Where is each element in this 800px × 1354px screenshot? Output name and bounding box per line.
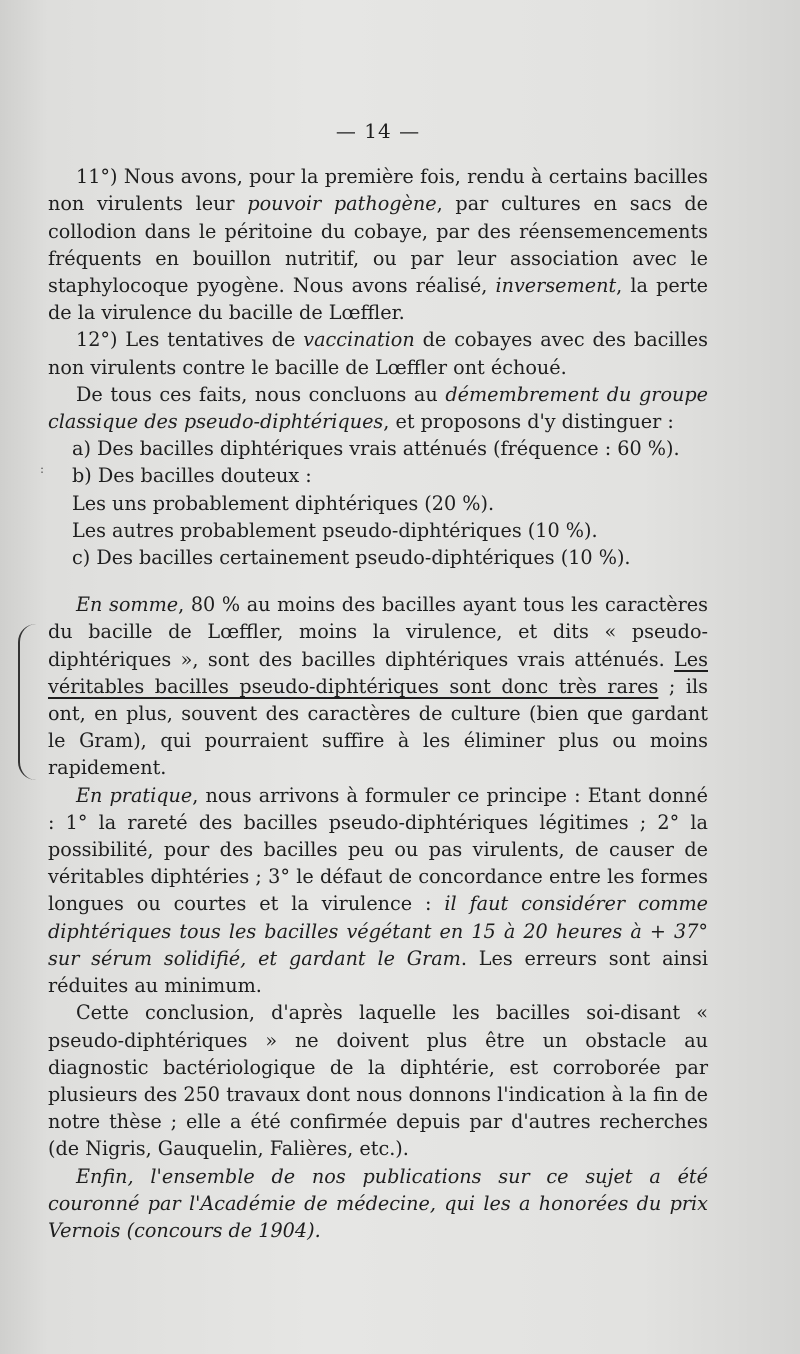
paragraph-en-pratique: En pratique, nous arrivons à formuler ce principe : Etant donné : 1° la rareté des bacilles pseudo-diphtériques légitimes ; 2° la possibilité, pour des bacilles peu ou pas virulents, de causer de véritables diphtéries ; 3° le défaut de concordance entre les formes longues ou courtes et la virulence : il faut considérer comme diphtériques tous les bacilles végétant en 15 à 20 heures à + 37° sur sérum solidifié, et gardant le Gram. Les erreurs sont ainsi réduites au minimum. xyxy=(48,783,709,998)
list-item-a: a) Des bacilles diphtériques vrais atténués (fréquence : 60 %). xyxy=(72,437,680,461)
text-column xyxy=(48,118,708,1244)
margin-tick-mark: : xyxy=(40,462,45,476)
list-item-c: c) Des bacilles certainement pseudo-diphtériques (10 %). xyxy=(72,546,631,570)
paragraph-12: 12°) Les tentatives de vaccination de cobayes avec des bacilles non virulents contre le bacille de Lœffler ont échoué. xyxy=(48,328,708,379)
list-item-b2: Les autres probablement pseudo-diphtériques (10 %). xyxy=(72,518,598,542)
paragraph-enfin: Enfin, l'ensemble de nos publications sur ce sujet a été couronné par l'Académie de médecine, qui les a honorées du prix Vernois (concours de 1904). xyxy=(48,1164,708,1242)
paragraph-en-somme: En somme, 80 % au moins des bacilles ayant tous les caractères du bacille de Lœffler, moins la virulence, et dits « pseudo-diphtériques », sont des bacilles diphtériques vrais atténués. Les véritables bacilles pseudo-diphtériques sont donc très rares ; ils ont, en plus, souvent des caractères de culture (bien que gardant le Gram), qui pourraient suffire à les éliminer plus ou moins rapidement. xyxy=(48,593,708,780)
paragraph-conclusion: De tous ces faits, nous concluons au démembrement du groupe classique des pseudo-diphtériques, et proposons d'y distinguer : xyxy=(48,382,708,434)
underlined-statement: Les véritables bacilles pseudo-diphtériques sont donc très rares xyxy=(48,647,708,698)
paragraph-11: 11°) Nous avons, pour la première fois, rendu à certains bacilles non virulents leur pouvoir pathogène, par cultures en sacs de collodion dans le péritoine du cobaye, par des réensemencements fréquents en bouillon nutritif, ou par leur association avec le staphylocoque pyogène. Nous avons réalisé, inversement, la perte de la virulence du bacille de Lœffler. xyxy=(48,165,709,325)
list-item-b: b) Des bacilles douteux : xyxy=(72,464,312,488)
margin-bracket-mark xyxy=(18,624,38,780)
paragraph-cette-conclusion: Cette conclusion, d'après laquelle les bacilles soi-disant « pseudo-diphtériques » ne doivent plus être un obstacle au diagnostic bactériologique de la diphtérie, est corroborée par plusieurs des 250 travaux dont nous donnons l'indication à la fin de notre thèse ; elle a été confirmée depuis par d'autres recherches (de Nigris, Gauquelin, Falières, etc.). xyxy=(48,1001,708,1161)
list-item-b1: Les uns probablement diphtériques (20 %). xyxy=(72,491,495,515)
page-number: — 14 — xyxy=(335,119,421,143)
